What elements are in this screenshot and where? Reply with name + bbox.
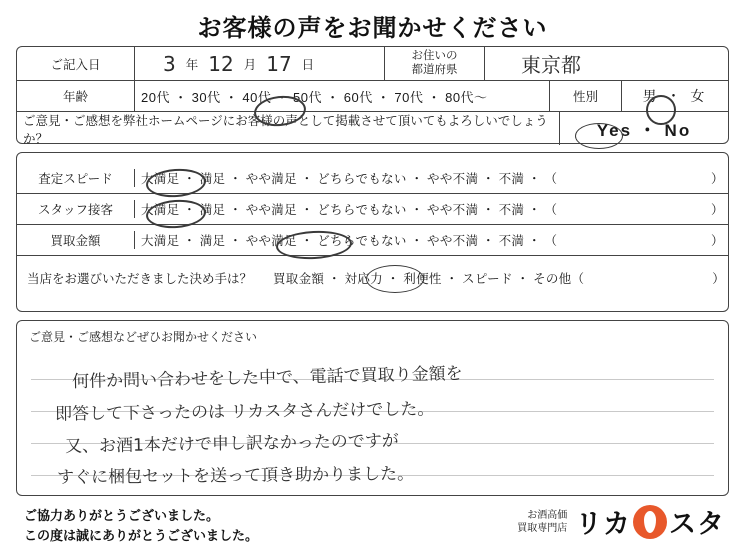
rating-label-staff: スタッフ接客	[17, 200, 135, 218]
decider-label: 当店をお選びいただきました決め手は？	[27, 272, 253, 286]
thanks-line-1: ご協力ありがとうございました。	[24, 508, 220, 523]
rating-row-price	[17, 225, 728, 256]
thanks-text	[24, 506, 258, 545]
brand-wordmark-right: スタ	[669, 509, 725, 539]
rating-options-speed[interactable]: 大満足 ・ 満足 ・ やや満足 ・ どちらでもない ・ やや不満 ・ 不満 ・ （ ）	[141, 172, 724, 186]
address-label-line1: お住いの	[411, 50, 458, 63]
rating-options-staff[interactable]: 大満足 ・ 満足 ・ やや満足 ・ どちらでもない ・ やや不満 ・ 不満 ・ （ ）	[141, 203, 724, 217]
comment-line-4: すぐに梱包セットを送って頂き助かりました。	[56, 464, 415, 488]
date-day-unit: 日	[301, 57, 315, 72]
age-options[interactable]: 20代 ・ 30代 ・ 40代 ・ 50代 ・ 60代 ・ 70代 ・ 80代〜	[135, 81, 550, 111]
gender-options[interactable]: 男 ・ 女	[642, 88, 708, 104]
age-gender-row	[17, 81, 728, 112]
comment-line-1: 何件か問い合わせをした中で、電話で買取り金額を	[71, 363, 463, 393]
rating-label-price: 買取金額	[17, 231, 135, 249]
brand-tagline	[517, 510, 567, 535]
date-month-value: 12	[208, 51, 234, 76]
consent-options[interactable]: Yes ・ No	[596, 121, 692, 140]
decider-row	[17, 256, 728, 300]
footer	[16, 502, 729, 554]
brand-logo	[517, 502, 725, 541]
consent-row	[17, 112, 728, 145]
rating-row-staff	[17, 194, 728, 225]
address-value: 東京都	[521, 53, 581, 77]
page-title: お客様の声をお聞かせください	[197, 15, 548, 42]
comment-handwriting	[17, 321, 728, 495]
brand-tagline-line-2: 買取専門店	[517, 522, 568, 534]
date-year-unit: 年	[185, 57, 199, 72]
address-label-line2: 都道府県	[411, 63, 458, 76]
comment-line-3: 又、お酒1本だけで申し訳なかったのですが	[64, 431, 400, 457]
personal-info-block	[16, 46, 729, 144]
brand-wordmark-left: リカ	[575, 509, 631, 539]
rating-label-speed: 査定スピード	[17, 169, 135, 187]
date-day-value: 17	[266, 51, 292, 76]
thanks-line-2: この度は誠にありがとうございました。	[24, 527, 259, 543]
consent-question: ご意見・ご感想を弊社ホームページにお客様の声として掲載させて頂いてもよろしいでしょうか？	[17, 112, 560, 145]
comment-line-2: 即答して下さったのは リカスタさんだけでした。	[54, 399, 435, 425]
rating-row-speed	[17, 163, 728, 194]
free-comment-block[interactable]	[16, 320, 729, 496]
date-address-row	[17, 47, 728, 81]
address-value-field[interactable]	[485, 47, 728, 80]
age-label: 年齢	[17, 81, 135, 111]
brand-wordmark	[575, 502, 725, 541]
brand-circle-icon	[633, 505, 667, 539]
date-year-value: 3	[163, 51, 176, 76]
ratings-block	[16, 152, 729, 312]
date-value-field[interactable]	[135, 47, 385, 80]
brand-tagline-line-1: お酒高価	[527, 510, 568, 521]
date-month-unit: 月	[243, 57, 257, 72]
date-label: ご記入日	[17, 47, 135, 80]
decider-options[interactable]: 買取金額 ・ 対応力 ・ 利便性 ・ スピード ・ その他（ ）	[273, 272, 726, 286]
free-comment-label: ご意見・ご感想などぜひお聞かせください	[29, 330, 258, 344]
address-label	[385, 47, 485, 80]
rating-options-price[interactable]: 大満足 ・ 満足 ・ やや満足 ・ どちらでもない ・ やや不満 ・ 不満 ・ （ ）	[141, 234, 724, 248]
gender-label: 性別	[550, 81, 622, 111]
